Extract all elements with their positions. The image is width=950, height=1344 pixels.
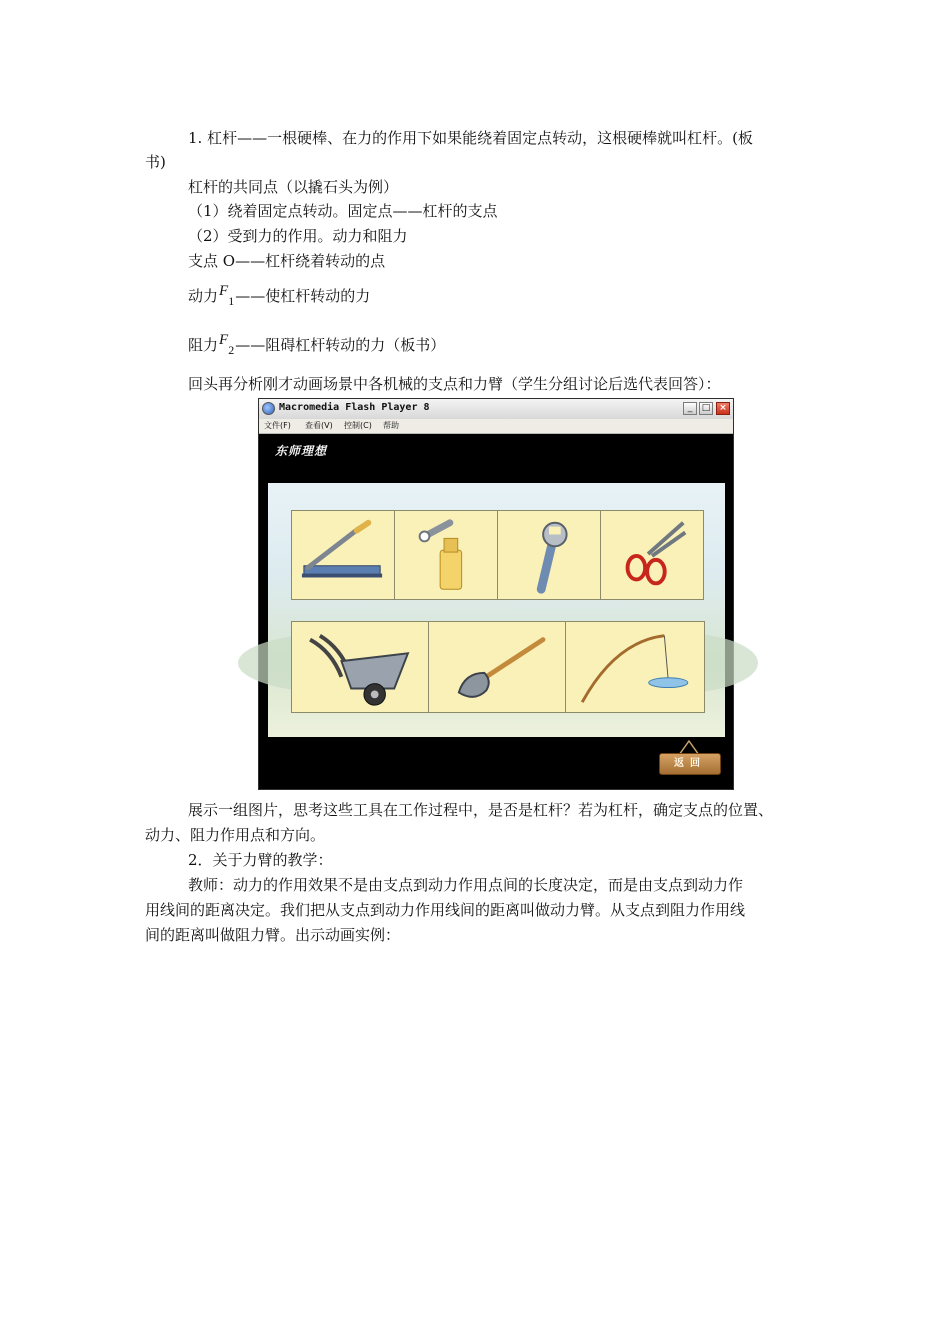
- tool-cell-bottle-opener[interactable]: [394, 510, 498, 600]
- tool-cell-shovel[interactable]: [428, 621, 566, 713]
- menu-file[interactable]: 文件(F): [264, 421, 291, 430]
- para-lever-definition: 1. 杠杆——一根硬棒、在力的作用下如果能绕着固定点转动，这根硬棒就叫杠杆。(板: [188, 129, 753, 147]
- para-point-1: （1）绕着固定点转动。固定点——杠杆的支点: [188, 202, 498, 220]
- para-analysis-prompt: 回头再分析刚才动画场景中各机械的支点和力臂（学生分组讨论后选代表回答）：: [188, 375, 721, 393]
- para-fulcrum: 支点 O——杠杆绕着转动的点: [188, 252, 386, 270]
- para-teacher-line2: 用线间的距离决定。我们把从支点到动力作用线间的距离叫做动力臂。从支点到阻力作用线: [145, 901, 746, 919]
- lever-tools-scene: [268, 483, 725, 737]
- effort-label: 动力: [188, 287, 219, 305]
- para-teacher-line1: 教师：动力的作用效果不是由支点到动力作用点间的长度决定，而是由支点到动力作: [188, 876, 744, 894]
- resistance-desc: ——阻碍杠杆转动的力（板书）: [235, 336, 446, 354]
- resistance-label: 阻力: [188, 336, 219, 354]
- scissors-icon: [601, 511, 703, 599]
- tool-cell-fishing-rod[interactable]: [565, 621, 705, 713]
- window-menubar: [259, 419, 733, 434]
- flash-app-icon: [262, 402, 275, 415]
- maximize-button[interactable]: □: [699, 402, 713, 415]
- window-titlebar: [259, 399, 733, 420]
- tool-cell-scissors[interactable]: [600, 510, 704, 600]
- stage-heading: 东师理想: [275, 444, 328, 458]
- shovel-icon: [429, 622, 565, 712]
- f1-symbol: $F_1$: [219, 283, 235, 308]
- tool-cell-wrench[interactable]: [497, 510, 601, 600]
- flash-player-window: [258, 398, 734, 790]
- para-lever-definition-cont: 书): [145, 153, 166, 171]
- menu-help[interactable]: 帮助: [383, 421, 399, 430]
- para-lever-arm-heading: 2．关于力臂的教学：: [188, 851, 333, 869]
- para-tools-question: 展示一组图片，思考这些工具在工作过程中，是否是杠杆？若为杠杆，确定支点的位置、: [188, 801, 774, 819]
- bottle-opener-icon: [395, 511, 497, 599]
- window-title: Macromedia Flash Player 8: [279, 402, 430, 413]
- menu-control[interactable]: 控制(C): [344, 421, 372, 430]
- back-button[interactable]: 返回: [659, 753, 721, 775]
- para-effort-force: [188, 283, 371, 308]
- paper-cutter-icon: [292, 511, 394, 599]
- menu-view[interactable]: 查看(V): [305, 421, 333, 430]
- fishing-rod-icon: [566, 622, 704, 712]
- close-button[interactable]: ×: [716, 402, 730, 415]
- wrench-icon: [498, 511, 600, 599]
- minimize-button[interactable]: _: [683, 402, 697, 415]
- effort-desc: ——使杠杆转动的力: [235, 287, 371, 305]
- para-tools-question-cont: 动力、阻力作用点和方向。: [145, 826, 326, 844]
- tool-cell-wheelbarrow[interactable]: [291, 621, 429, 713]
- para-teacher-line3: 间的距离叫做阻力臂。出示动画实例：: [145, 926, 401, 944]
- para-resistance-force: [188, 332, 446, 357]
- f2-symbol: $F_2$: [219, 332, 235, 357]
- para-point-2: （2）受到力的作用。动力和阻力: [188, 227, 408, 245]
- wheelbarrow-icon: [292, 622, 428, 712]
- para-common-points: 杠杆的共同点（以撬石头为例）: [188, 178, 399, 196]
- tool-cell-paper-cutter[interactable]: [291, 510, 395, 600]
